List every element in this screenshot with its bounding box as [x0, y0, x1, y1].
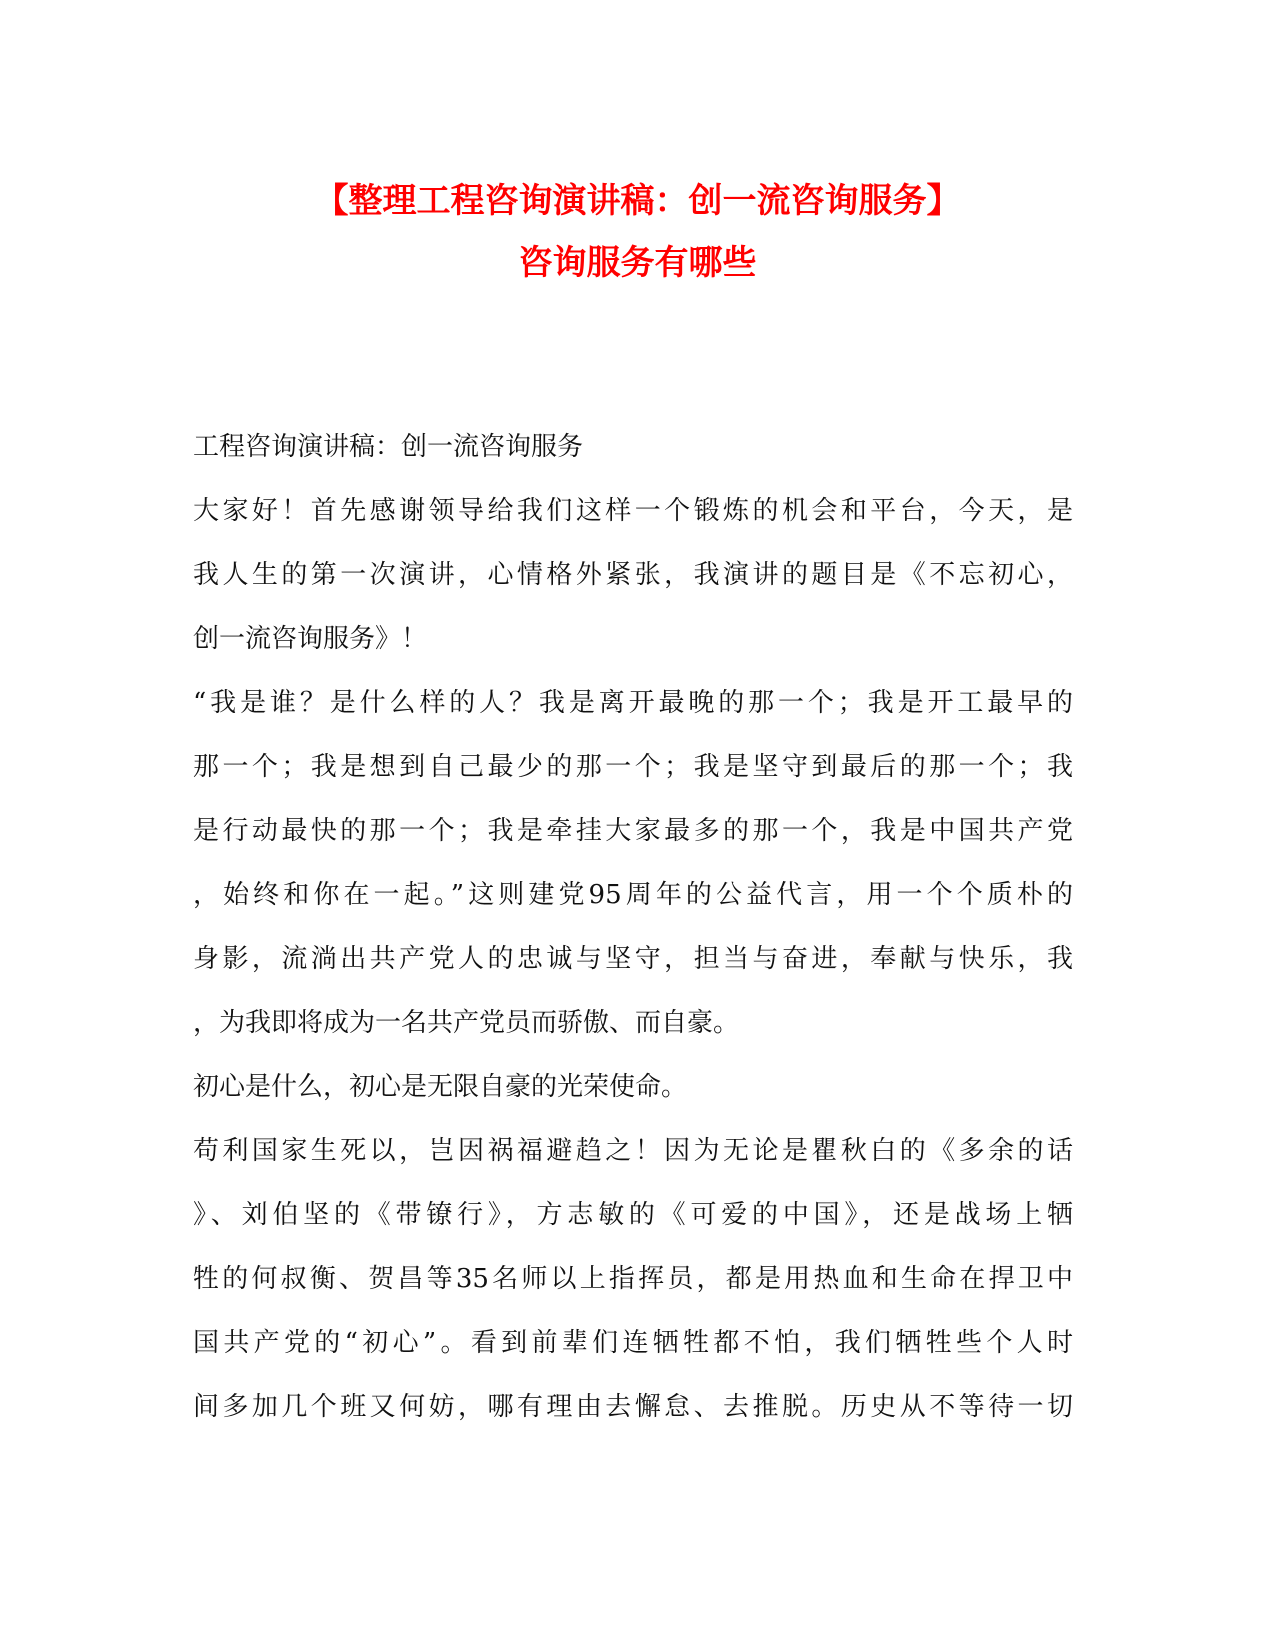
- text-line: 国共产党的“初心”。看到前辈们连牺牲都不怕，我们牺牲些个人时: [193, 1328, 1073, 1358]
- text-line: 初心是什么，初心是无限自豪的光荣使命。: [193, 1072, 688, 1102]
- title-line-2: 咨询服务有哪些: [518, 243, 757, 283]
- text-line: ，始终和你在一起。”这则建党95周年的公益代言，用一个个质朴的: [193, 880, 1073, 910]
- text-line: ，为我即将成为一名共产党员而骄傲、而自豪。: [193, 1008, 740, 1038]
- paragraph-original-intent: [193, 1055, 1073, 1119]
- paragraph-greeting: [193, 479, 1073, 671]
- text-line: 我人生的第一次演讲，心情格外紧张，我演讲的题目是《不忘初心，: [193, 560, 1073, 590]
- text-line: “我是谁？是什么样的人？我是离开最晚的那一个；我是开工最早的: [193, 688, 1073, 718]
- text-line: 苟利国家生死以，岂因祸福避趋之！因为无论是瞿秋白的《多余的话: [193, 1136, 1073, 1166]
- text-line: 间多加几个班又何妨，哪有理由去懈怠、去推脱。历史从不等待一切: [193, 1392, 1073, 1422]
- text-line: 》、刘伯坚的《带镣行》，方志敏的《可爱的中国》，还是战场上牺: [193, 1200, 1073, 1230]
- document-body: [193, 415, 1073, 1439]
- text-line: 大家好！首先感谢领导给我们这样一个锻炼的机会和平台，今天，是: [193, 496, 1073, 526]
- text-line: 工程咨询演讲稿：创一流咨询服务: [193, 432, 584, 462]
- text-line: 创一流咨询服务》！: [193, 624, 428, 654]
- text-line: 身影，流淌出共产党人的忠诚与坚守，担当与奋进，奉献与快乐，我: [193, 944, 1073, 974]
- paragraph-heading: [193, 415, 1073, 479]
- text-line: 那一个；我是想到自己最少的那一个；我是坚守到最后的那一个；我: [193, 752, 1073, 782]
- document-title: [0, 170, 1275, 294]
- text-line: 牲的何叔衡、贺昌等35名师以上指挥员，都是用热血和生命在捍卫中: [193, 1264, 1073, 1294]
- text-line: 是行动最快的那一个；我是牵挂大家最多的那一个，我是中国共产党: [193, 816, 1073, 846]
- title-line-1: 【整理工程咨询演讲稿：创一流咨询服务】: [314, 181, 961, 221]
- paragraph-history: [193, 1119, 1073, 1439]
- paragraph-quote: [193, 671, 1073, 1055]
